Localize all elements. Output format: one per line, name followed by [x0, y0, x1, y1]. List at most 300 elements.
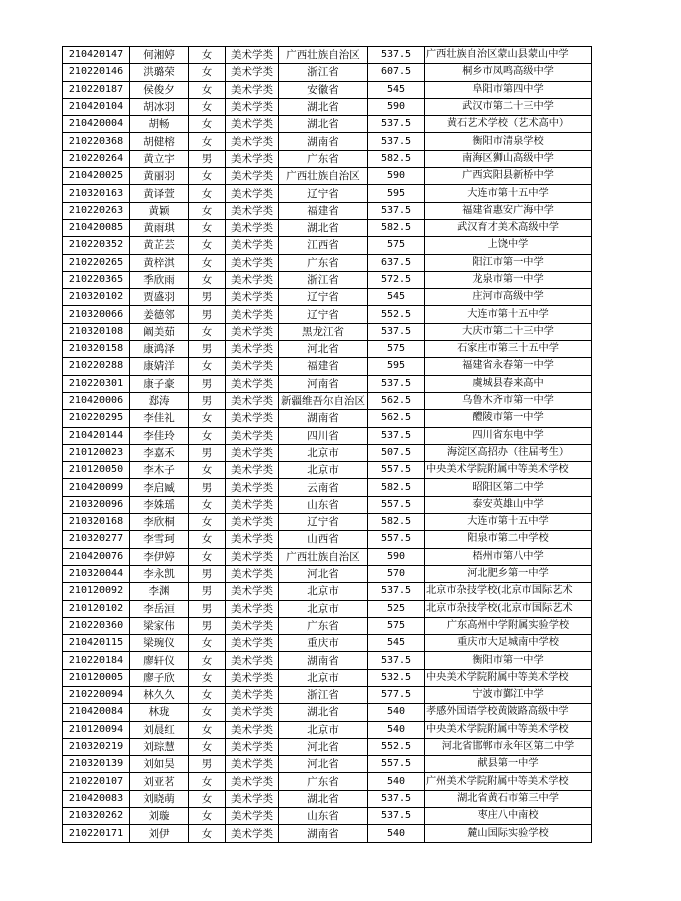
school-cell: 麓山国际实验学校 [425, 825, 592, 842]
table-row [63, 150, 592, 167]
exam-id-cell: 210120102 [63, 600, 130, 617]
name-cell: 刘亚茗 [130, 773, 189, 790]
score-cell: 595 [368, 358, 425, 375]
exam-id-cell: 210420084 [63, 704, 130, 721]
gender-cell: 女 [189, 738, 226, 755]
exam-id-cell: 210120094 [63, 721, 130, 738]
table-row [63, 790, 592, 807]
school-cell: 武汉市第二十三中学 [425, 98, 592, 115]
table-row [63, 514, 592, 531]
school-cell: 梧州市第八中学 [425, 548, 592, 565]
table-row [63, 427, 592, 444]
school-cell: 大庆市第二十三中学 [425, 323, 592, 340]
exam-id-cell: 210420147 [63, 47, 130, 64]
table-row [63, 704, 592, 721]
major-cell: 美术学类 [226, 531, 279, 548]
name-cell: 康子豪 [130, 375, 189, 392]
exam-id-cell: 210320168 [63, 514, 130, 531]
school-cell: 衡阳市第一中学 [425, 652, 592, 669]
table-row [63, 600, 592, 617]
school-cell: 河北省邯郸市永年区第二中学 [425, 738, 592, 755]
name-cell: 刘璇 [130, 808, 189, 825]
province-cell: 新疆维吾尔自治区 [279, 392, 368, 409]
province-cell: 河北省 [279, 756, 368, 773]
score-cell: 595 [368, 185, 425, 202]
name-cell: 郄涛 [130, 392, 189, 409]
major-cell: 美术学类 [226, 98, 279, 115]
score-cell: 537.5 [368, 583, 425, 600]
school-cell: 湖北省黄石市第三中学 [425, 790, 592, 807]
score-cell: 532.5 [368, 669, 425, 686]
score-cell: 562.5 [368, 392, 425, 409]
name-cell: 刘伊 [130, 825, 189, 842]
name-cell: 李启臧 [130, 479, 189, 496]
province-cell: 湖北省 [279, 790, 368, 807]
table-row [63, 254, 592, 271]
province-cell: 广东省 [279, 254, 368, 271]
school-cell: 泰安英雄山中学 [425, 496, 592, 513]
exam-id-cell: 210220352 [63, 237, 130, 254]
province-cell: 广东省 [279, 150, 368, 167]
school-cell: 宁波市鄞江中学 [425, 686, 592, 703]
major-cell: 美术学类 [226, 686, 279, 703]
gender-cell: 女 [189, 47, 226, 64]
major-cell: 美术学类 [226, 427, 279, 444]
major-cell: 美术学类 [226, 323, 279, 340]
major-cell: 美术学类 [226, 185, 279, 202]
province-cell: 河南省 [279, 375, 368, 392]
gender-cell: 女 [189, 635, 226, 652]
major-cell: 美术学类 [226, 150, 279, 167]
name-cell: 李木子 [130, 462, 189, 479]
province-cell: 广西壮族自治区 [279, 548, 368, 565]
exam-id-cell: 210420076 [63, 548, 130, 565]
province-cell: 湖南省 [279, 410, 368, 427]
exam-id-cell: 210320277 [63, 531, 130, 548]
major-cell: 美术学类 [226, 444, 279, 461]
province-cell: 山东省 [279, 496, 368, 513]
gender-cell: 女 [189, 669, 226, 686]
name-cell: 李雪珂 [130, 531, 189, 548]
gender-cell: 女 [189, 721, 226, 738]
gender-cell: 女 [189, 514, 226, 531]
exam-id-cell: 210320102 [63, 289, 130, 306]
major-cell: 美术学类 [226, 825, 279, 842]
table-row [63, 479, 592, 496]
exam-id-cell: 210120023 [63, 444, 130, 461]
gender-cell: 女 [189, 358, 226, 375]
table-row [63, 168, 592, 185]
province-cell: 湖南省 [279, 652, 368, 669]
name-cell: 阚美茹 [130, 323, 189, 340]
province-cell: 北京市 [279, 669, 368, 686]
province-cell: 河北省 [279, 565, 368, 582]
score-cell: 582.5 [368, 514, 425, 531]
table-row [63, 808, 592, 825]
gender-cell: 男 [189, 444, 226, 461]
gender-cell: 女 [189, 168, 226, 185]
school-cell: 四川省东电中学 [425, 427, 592, 444]
table-row [63, 462, 592, 479]
gender-cell: 男 [189, 479, 226, 496]
name-cell: 侯俊夕 [130, 81, 189, 98]
name-cell: 黄丽羽 [130, 168, 189, 185]
table-row [63, 444, 592, 461]
gender-cell: 女 [189, 271, 226, 288]
name-cell: 李佳玲 [130, 427, 189, 444]
gender-cell: 女 [189, 773, 226, 790]
exam-id-cell: 210420099 [63, 479, 130, 496]
gender-cell: 男 [189, 289, 226, 306]
table-row [63, 341, 592, 358]
exam-id-cell: 210220263 [63, 202, 130, 219]
name-cell: 刘琮慧 [130, 738, 189, 755]
school-cell: 河北肥乡第一中学 [425, 565, 592, 582]
score-cell: 582.5 [368, 219, 425, 236]
exam-id-cell: 210420083 [63, 790, 130, 807]
province-cell: 湖南省 [279, 133, 368, 150]
score-cell: 582.5 [368, 479, 425, 496]
gender-cell: 男 [189, 341, 226, 358]
school-cell: 福建省惠安广海中学 [425, 202, 592, 219]
score-cell: 537.5 [368, 652, 425, 669]
exam-id-cell: 210420006 [63, 392, 130, 409]
gender-cell: 女 [189, 323, 226, 340]
table-row [63, 64, 592, 81]
table-row [63, 323, 592, 340]
name-cell: 李永凯 [130, 565, 189, 582]
score-cell: 577.5 [368, 686, 425, 703]
province-cell: 山东省 [279, 808, 368, 825]
school-cell: 枣庄八中南校 [425, 808, 592, 825]
exam-id-cell: 210220146 [63, 64, 130, 81]
major-cell: 美术学类 [226, 375, 279, 392]
gender-cell: 女 [189, 496, 226, 513]
province-cell: 浙江省 [279, 64, 368, 81]
table-row [63, 652, 592, 669]
table-row [63, 635, 592, 652]
province-cell: 湖北省 [279, 98, 368, 115]
score-cell: 537.5 [368, 375, 425, 392]
name-cell: 刘晨红 [130, 721, 189, 738]
major-cell: 美术学类 [226, 81, 279, 98]
exam-id-cell: 210420104 [63, 98, 130, 115]
exam-id-cell: 210220368 [63, 133, 130, 150]
table-body [63, 47, 592, 843]
name-cell: 梁琬仪 [130, 635, 189, 652]
score-cell: 557.5 [368, 531, 425, 548]
province-cell: 广东省 [279, 773, 368, 790]
school-cell: 阳泉市第二中学校 [425, 531, 592, 548]
name-cell: 洪璐荣 [130, 64, 189, 81]
province-cell: 浙江省 [279, 271, 368, 288]
table-row [63, 375, 592, 392]
major-cell: 美术学类 [226, 756, 279, 773]
school-cell: 虞城县春来高中 [425, 375, 592, 392]
table-row [63, 271, 592, 288]
gender-cell: 女 [189, 808, 226, 825]
table-row [63, 617, 592, 634]
exam-id-cell: 210320219 [63, 738, 130, 755]
score-cell: 537.5 [368, 47, 425, 64]
gender-cell: 女 [189, 704, 226, 721]
name-cell: 李姝瑶 [130, 496, 189, 513]
province-cell: 云南省 [279, 479, 368, 496]
name-cell: 康婧洋 [130, 358, 189, 375]
exam-id-cell: 210320163 [63, 185, 130, 202]
major-cell: 美术学类 [226, 254, 279, 271]
exam-id-cell: 210220107 [63, 773, 130, 790]
major-cell: 美术学类 [226, 358, 279, 375]
major-cell: 美术学类 [226, 496, 279, 513]
school-cell: 黄石艺术学校（艺术高中） [425, 116, 592, 133]
major-cell: 美术学类 [226, 306, 279, 323]
province-cell: 北京市 [279, 583, 368, 600]
score-cell: 540 [368, 704, 425, 721]
exam-id-cell: 210420144 [63, 427, 130, 444]
major-cell: 美术学类 [226, 669, 279, 686]
school-cell: 福建省永春第一中学 [425, 358, 592, 375]
score-cell: 590 [368, 548, 425, 565]
exam-id-cell: 210320096 [63, 496, 130, 513]
gender-cell: 女 [189, 98, 226, 115]
exam-id-cell: 210220171 [63, 825, 130, 842]
score-cell: 575 [368, 237, 425, 254]
exam-id-cell: 210320044 [63, 565, 130, 582]
exam-id-cell: 210420115 [63, 635, 130, 652]
province-cell: 湖南省 [279, 825, 368, 842]
major-cell: 美术学类 [226, 410, 279, 427]
table-row [63, 686, 592, 703]
gender-cell: 女 [189, 531, 226, 548]
gender-cell: 女 [189, 219, 226, 236]
province-cell: 湖北省 [279, 219, 368, 236]
major-cell: 美术学类 [226, 548, 279, 565]
name-cell: 廖轩仪 [130, 652, 189, 669]
school-cell: 乌鲁木齐市第一中学 [425, 392, 592, 409]
school-cell: 阜阳市第四中学 [425, 81, 592, 98]
score-cell: 557.5 [368, 462, 425, 479]
school-cell: 南海区狮山高级中学 [425, 150, 592, 167]
name-cell: 姜德邻 [130, 306, 189, 323]
gender-cell: 男 [189, 392, 226, 409]
score-cell: 637.5 [368, 254, 425, 271]
school-cell: 桐乡市凤鸣高级中学 [425, 64, 592, 81]
name-cell: 黄雨琪 [130, 219, 189, 236]
score-cell: 537.5 [368, 133, 425, 150]
score-cell: 582.5 [368, 150, 425, 167]
table-row [63, 773, 592, 790]
province-cell: 广东省 [279, 617, 368, 634]
exam-id-cell: 210320262 [63, 808, 130, 825]
name-cell: 黄芷芸 [130, 237, 189, 254]
major-cell: 美术学类 [226, 565, 279, 582]
major-cell: 美术学类 [226, 808, 279, 825]
name-cell: 贾盛羽 [130, 289, 189, 306]
table-row [63, 548, 592, 565]
score-cell: 540 [368, 773, 425, 790]
major-cell: 美术学类 [226, 738, 279, 755]
table-row [63, 237, 592, 254]
major-cell: 美术学类 [226, 704, 279, 721]
gender-cell: 女 [189, 64, 226, 81]
score-cell: 525 [368, 600, 425, 617]
table-row [63, 496, 592, 513]
gender-cell: 男 [189, 375, 226, 392]
school-cell: 龙泉市第一中学 [425, 271, 592, 288]
gender-cell: 女 [189, 652, 226, 669]
score-cell: 545 [368, 81, 425, 98]
province-cell: 湖北省 [279, 116, 368, 133]
school-cell: 广西壮族自治区蒙山县蒙山中学 [425, 47, 592, 64]
score-cell: 545 [368, 289, 425, 306]
score-cell: 537.5 [368, 808, 425, 825]
gender-cell: 女 [189, 185, 226, 202]
gender-cell: 女 [189, 237, 226, 254]
table-row [63, 738, 592, 755]
gender-cell: 女 [189, 81, 226, 98]
exam-id-cell: 210420004 [63, 116, 130, 133]
school-cell: 孝感外国语学校黄陂路高级中学 [425, 704, 592, 721]
exam-id-cell: 210220360 [63, 617, 130, 634]
score-cell: 607.5 [368, 64, 425, 81]
admission-list-table [62, 46, 592, 843]
province-cell: 河北省 [279, 341, 368, 358]
province-cell: 浙江省 [279, 686, 368, 703]
exam-id-cell: 210320158 [63, 341, 130, 358]
score-cell: 552.5 [368, 738, 425, 755]
exam-id-cell: 210120005 [63, 669, 130, 686]
province-cell: 北京市 [279, 600, 368, 617]
name-cell: 李渊 [130, 583, 189, 600]
gender-cell: 女 [189, 686, 226, 703]
province-cell: 黑龙江省 [279, 323, 368, 340]
gender-cell: 女 [189, 133, 226, 150]
school-cell: 石家庄市第三十五中学 [425, 341, 592, 358]
exam-id-cell: 210320139 [63, 756, 130, 773]
school-cell: 大连市第十五中学 [425, 185, 592, 202]
name-cell: 梁家伟 [130, 617, 189, 634]
exam-id-cell: 210220301 [63, 375, 130, 392]
score-cell: 545 [368, 635, 425, 652]
gender-cell: 男 [189, 150, 226, 167]
name-cell: 廖子欣 [130, 669, 189, 686]
gender-cell: 女 [189, 116, 226, 133]
gender-cell: 男 [189, 617, 226, 634]
province-cell: 北京市 [279, 444, 368, 461]
school-cell: 大连市第十五中学 [425, 514, 592, 531]
province-cell: 重庆市 [279, 635, 368, 652]
score-cell: 590 [368, 98, 425, 115]
school-cell: 昭阳区第二中学 [425, 479, 592, 496]
table-row [63, 306, 592, 323]
major-cell: 美术学类 [226, 790, 279, 807]
exam-id-cell: 210320066 [63, 306, 130, 323]
table-row [63, 358, 592, 375]
exam-id-cell: 210220184 [63, 652, 130, 669]
major-cell: 美术学类 [226, 721, 279, 738]
major-cell: 美术学类 [226, 133, 279, 150]
province-cell: 辽宁省 [279, 514, 368, 531]
school-cell: 上饶中学 [425, 237, 592, 254]
table-row [63, 98, 592, 115]
exam-id-cell: 210420025 [63, 168, 130, 185]
major-cell: 美术学类 [226, 773, 279, 790]
name-cell: 李佳礼 [130, 410, 189, 427]
school-cell: 献县第一中学 [425, 756, 592, 773]
province-cell: 北京市 [279, 721, 368, 738]
gender-cell: 男 [189, 756, 226, 773]
score-cell: 537.5 [368, 790, 425, 807]
table-row [63, 669, 592, 686]
gender-cell: 男 [189, 600, 226, 617]
table-row [63, 756, 592, 773]
exam-id-cell: 210420085 [63, 219, 130, 236]
name-cell: 李欣桐 [130, 514, 189, 531]
school-cell: 大连市第十五中学 [425, 306, 592, 323]
province-cell: 河北省 [279, 738, 368, 755]
gender-cell: 男 [189, 306, 226, 323]
province-cell: 江西省 [279, 237, 368, 254]
name-cell: 黄立宇 [130, 150, 189, 167]
major-cell: 美术学类 [226, 289, 279, 306]
school-cell: 广州美术学院附属中等美术学校 [425, 773, 592, 790]
table-row [63, 565, 592, 582]
name-cell: 黄译萱 [130, 185, 189, 202]
province-cell: 北京市 [279, 462, 368, 479]
table-row [63, 81, 592, 98]
school-cell: 阳江市第一中学 [425, 254, 592, 271]
school-cell: 庄河市高级中学 [425, 289, 592, 306]
table-row [63, 825, 592, 842]
province-cell: 辽宁省 [279, 306, 368, 323]
province-cell: 安徽省 [279, 81, 368, 98]
score-cell: 507.5 [368, 444, 425, 461]
major-cell: 美术学类 [226, 219, 279, 236]
table-row [63, 721, 592, 738]
gender-cell: 男 [189, 583, 226, 600]
major-cell: 美术学类 [226, 237, 279, 254]
name-cell: 胡畅 [130, 116, 189, 133]
school-cell: 海淀区高招办（往届考生） [425, 444, 592, 461]
province-cell: 湖北省 [279, 704, 368, 721]
name-cell: 季欣雨 [130, 271, 189, 288]
province-cell: 广西壮族自治区 [279, 47, 368, 64]
major-cell: 美术学类 [226, 392, 279, 409]
school-cell: 衡阳市清泉学校 [425, 133, 592, 150]
exam-id-cell: 210220295 [63, 410, 130, 427]
score-cell: 557.5 [368, 496, 425, 513]
table-row [63, 202, 592, 219]
score-cell: 552.5 [368, 306, 425, 323]
name-cell: 李岳洹 [130, 600, 189, 617]
score-cell: 575 [368, 341, 425, 358]
province-cell: 四川省 [279, 427, 368, 444]
province-cell: 辽宁省 [279, 185, 368, 202]
name-cell: 刘晓萌 [130, 790, 189, 807]
gender-cell: 女 [189, 202, 226, 219]
score-cell: 575 [368, 617, 425, 634]
gender-cell: 女 [189, 825, 226, 842]
major-cell: 美术学类 [226, 462, 279, 479]
score-cell: 540 [368, 721, 425, 738]
school-cell: 重庆市大足城南中学校 [425, 635, 592, 652]
exam-id-cell: 210220265 [63, 254, 130, 271]
major-cell: 美术学类 [226, 64, 279, 81]
exam-id-cell: 210220288 [63, 358, 130, 375]
name-cell: 胡冰羽 [130, 98, 189, 115]
score-cell: 537.5 [368, 427, 425, 444]
